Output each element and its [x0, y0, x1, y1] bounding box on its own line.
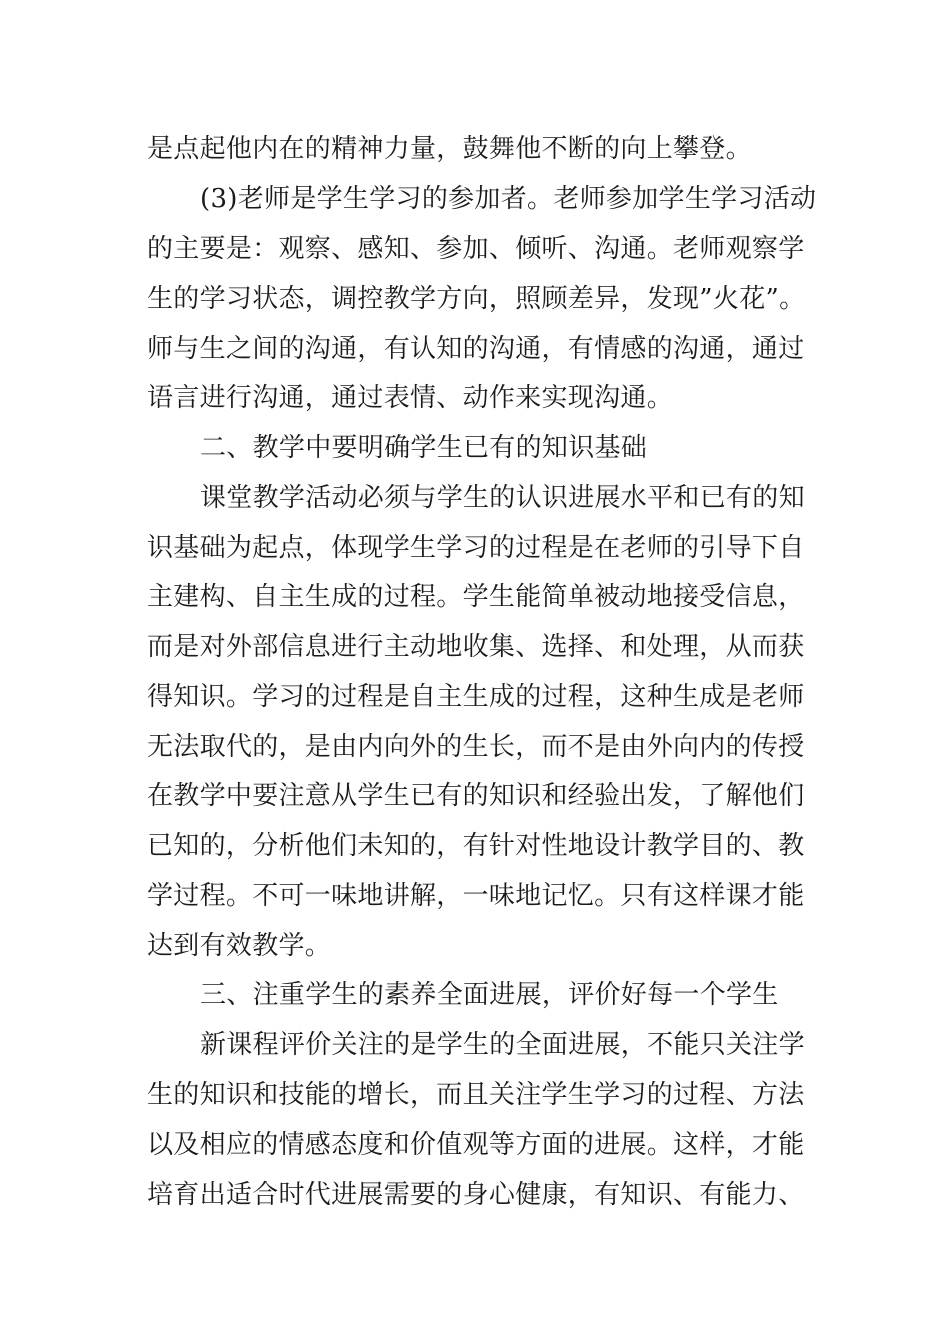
text-line: 得知识。学习的过程是自主生成的过程，这种生成是老师: [147, 682, 805, 712]
text-line: 是点起他内在的精神力量，鼓舞他不断的向上攀登。: [147, 134, 752, 164]
text-line: 主建构、自主生成的过程。学生能简单被动地接受信息，: [147, 582, 805, 612]
text-line: 在教学中要注意从学生已有的知识和经验出发，了解他们: [147, 781, 805, 811]
text-line: 以及相应的情感态度和价值观等方面的进展。这样，才能: [147, 1130, 805, 1160]
text-line: 无法取代的，是由内向外的生长，而不是由外向内的传授: [147, 732, 805, 762]
text-line: (3)老师是学生学习的参加者。老师参加学生学习活动: [200, 184, 817, 214]
text-line: 生的学习状态，调控教学方向，照顾差异，发现”火花”。: [147, 284, 806, 314]
text-line: 课堂教学活动必须与学生的认识进展水平和已有的知: [200, 483, 805, 513]
text-line: 已知的，分析他们未知的，有针对性地设计教学目的、教: [147, 831, 805, 861]
section-heading: 三、注重学生的素养全面进展，评价好每一个学生: [200, 980, 779, 1010]
text-line: 的主要是：观察、感知、参加、倾听、沟通。老师观察学: [147, 234, 805, 264]
text-line: 达到有效教学。: [147, 931, 332, 961]
text-line: 师与生之间的沟通，有认知的沟通，有情感的沟通，通过: [147, 334, 805, 364]
text-line: 学过程。不可一味地讲解，一味地记忆。只有这样课才能: [147, 881, 805, 911]
section-heading: 二、教学中要明确学生已有的知识基础: [200, 433, 648, 463]
text-line: 而是对外部信息进行主动地收集、选择、和处理，从而获: [147, 632, 805, 662]
text-line: 新课程评价关注的是学生的全面进展，不能只关注学: [200, 1030, 805, 1060]
text-line: 识基础为起点，体现学生学习的过程是在老师的引导下自: [147, 533, 805, 563]
text-line: 培育出适合时代进展需要的身心健康，有知识、有能力、: [147, 1180, 805, 1210]
text-line: 生的知识和技能的增长，而且关注学生学习的过程、方法: [147, 1080, 805, 1110]
text-line: 语言进行沟通，通过表情、动作来实现沟通。: [147, 383, 674, 413]
